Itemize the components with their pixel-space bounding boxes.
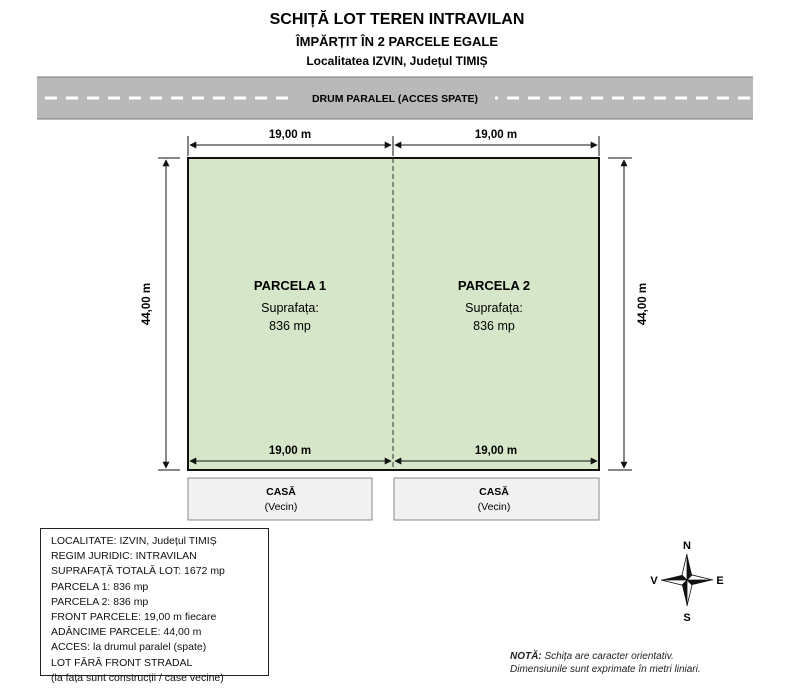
left-dimension [158, 158, 180, 470]
dim-bottom-left: 19,00 m [268, 445, 312, 457]
dim-top-right: 19,00 m [474, 129, 518, 141]
neighbor-house-1 [188, 478, 372, 520]
compass-west: V [650, 575, 658, 587]
top-dimension [188, 136, 599, 156]
compass-east: E [716, 575, 724, 587]
info-line: LOT FĂRĂ FRONT STRADAL [51, 656, 193, 669]
parcel-2-area-label: Suprafața: [465, 301, 523, 315]
info-line: PARCELA 2: 836 mp [51, 595, 149, 608]
info-line: ACCES: la drumul paralel (spate) [51, 641, 207, 654]
neighbor-house-2 [394, 478, 599, 520]
parcel-1-area-label: Suprafața: [261, 301, 319, 315]
info-line: FRONT PARCELE: 19,00 m fiecare [51, 611, 217, 624]
location-line: Localitatea IZVIN, Județul TIMIȘ [306, 54, 488, 68]
dim-bottom-right: 19,00 m [474, 445, 518, 457]
info-line: SUPRAFAȚĂ TOTALĂ LOT: 1672 mp [51, 565, 225, 578]
dim-top-left: 19,00 m [268, 129, 312, 141]
neighbor-2-label: CASĂ [479, 486, 509, 498]
parcel-1-name: PARCELA 1 [253, 278, 327, 293]
page-title: SCHIȚĂ LOT TEREN INTRAVILAN [269, 11, 525, 28]
road-label: DRUM PARALEL (ACCES SPATE) [311, 93, 479, 105]
neighbor-1-sub: (Vecin) [264, 501, 298, 513]
dim-right-depth: 44,00 m [637, 282, 649, 326]
info-line: PARCELA 1: 836 mp [51, 580, 149, 593]
compass-north: N [683, 540, 691, 552]
note [510, 650, 701, 676]
dim-left-depth: 44,00 m [141, 282, 153, 326]
parcel-2-area: 836 mp [473, 319, 515, 333]
road [37, 77, 753, 119]
info-line: ADÂNCIME PARCELE: 44,00 m [51, 626, 202, 639]
neighbor-2-sub: (Vecin) [477, 501, 511, 513]
compass-icon [661, 554, 713, 606]
note-line-2: Dimensiunile sunt exprimate în metri liniari. [510, 664, 701, 675]
note-line-1: Schița are caracter orientativ. [544, 651, 674, 662]
neighbor-1-label: CASĂ [266, 486, 296, 498]
page-subtitle: ÎMPĂRȚIT ÎN 2 PARCELE EGALE [296, 34, 498, 49]
compass-south: S [683, 612, 691, 624]
parcel-1-area: 836 mp [269, 319, 311, 333]
info-line: REGIM JURIDIC: INTRAVILAN [51, 550, 197, 563]
info-box [40, 528, 269, 684]
info-line: LOCALITATE: IZVIN, Județul TIMIȘ [51, 535, 217, 547]
note-label: NOTĂ: [510, 651, 542, 662]
info-line: (la fața sunt construcții / case vecine) [51, 671, 224, 684]
parcel-2-name: PARCELA 2 [457, 278, 531, 293]
right-dimension [608, 158, 632, 470]
